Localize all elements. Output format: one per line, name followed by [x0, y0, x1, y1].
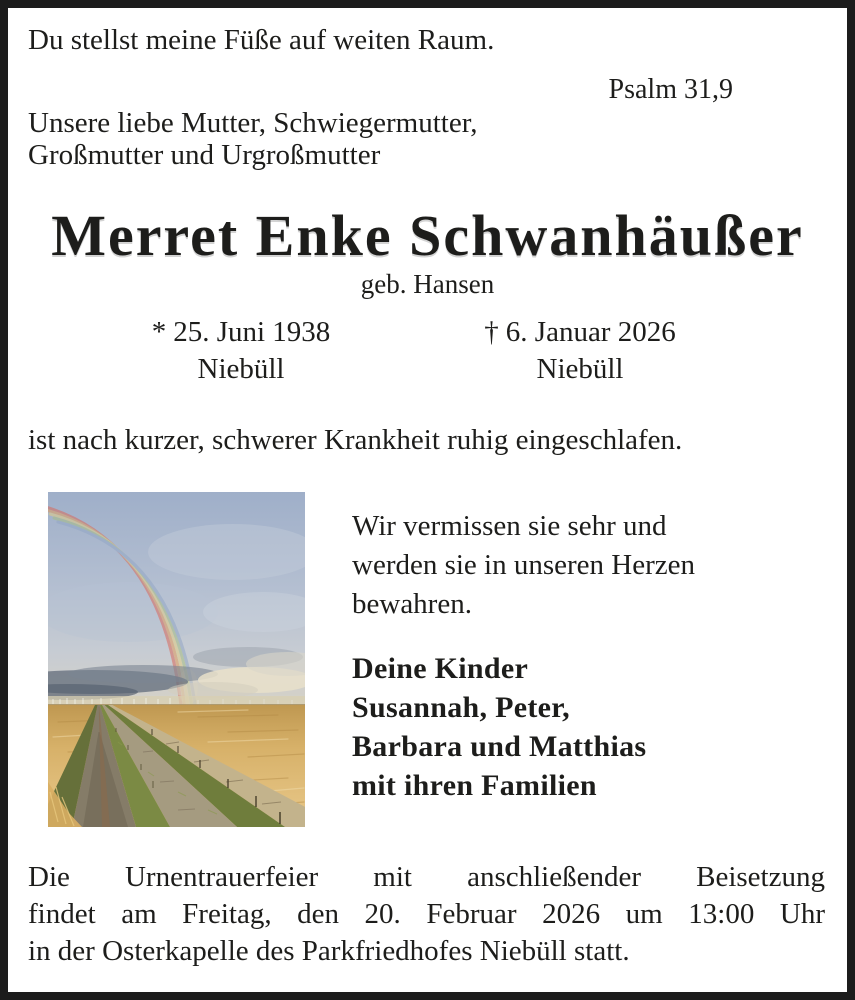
remembrance-line-3: bewahren. [352, 588, 472, 620]
funeral-notice-line-3: in der Osterkapelle des Parkfriedhofes Niebüll statt. [28, 935, 630, 967]
mourners-line-1: Deine Kinder [352, 652, 529, 685]
mourners-line-4: mit ihren Familien [352, 769, 597, 802]
birth-date-line [0, 314, 482, 351]
remembrance-text [352, 507, 695, 624]
death-date: 6. Januar 2026 [505, 316, 676, 348]
maiden-name: geb. Hansen [360, 269, 495, 299]
death-column [482, 314, 678, 388]
relationship-lines [28, 107, 477, 171]
funeral-notice-line-2: findet am Freitag, den 20. Februar 2026 um 13:00 Uhr [28, 898, 825, 930]
birth-star-symbol: * [151, 316, 167, 348]
life-dates [0, 314, 855, 388]
opening-quote: Du stellst meine Füße auf weiten Raum. [28, 24, 495, 56]
birth-column [0, 314, 482, 388]
remembrance-line-1: Wir vermissen sie sehr und [352, 510, 667, 542]
remembrance-line-2: werden sie in unseren Herzen [352, 549, 696, 581]
birth-place: Niebüll [197, 353, 285, 385]
death-date-line [482, 314, 678, 351]
death-place: Niebüll [536, 353, 624, 385]
deceased-name: Merret Enke Schwanhäußer [51, 203, 804, 268]
funeral-notice [28, 859, 825, 970]
quote-source: Psalm 31,9 [608, 74, 733, 105]
mourners-block [352, 649, 646, 805]
funeral-notice-line-1: Die Urnentrauerfeier mit anschließender Beisetzung [28, 861, 825, 893]
passing-line: ist nach kurzer, schwerer Krankheit ruhig eingeschlafen. [28, 424, 683, 456]
mourners-line-2: Susannah, Peter, [352, 691, 570, 724]
mourners-line-3: Barbara und Matthias [352, 730, 647, 763]
relationship-line-2: Großmutter und Urgroßmutter [28, 139, 381, 171]
birth-date: 25. Juni 1938 [173, 316, 331, 348]
death-cross-symbol: † [484, 316, 499, 348]
relationship-line-1: Unsere liebe Mutter, Schwiegermutter, [28, 107, 478, 139]
memorial-photo [48, 492, 305, 827]
